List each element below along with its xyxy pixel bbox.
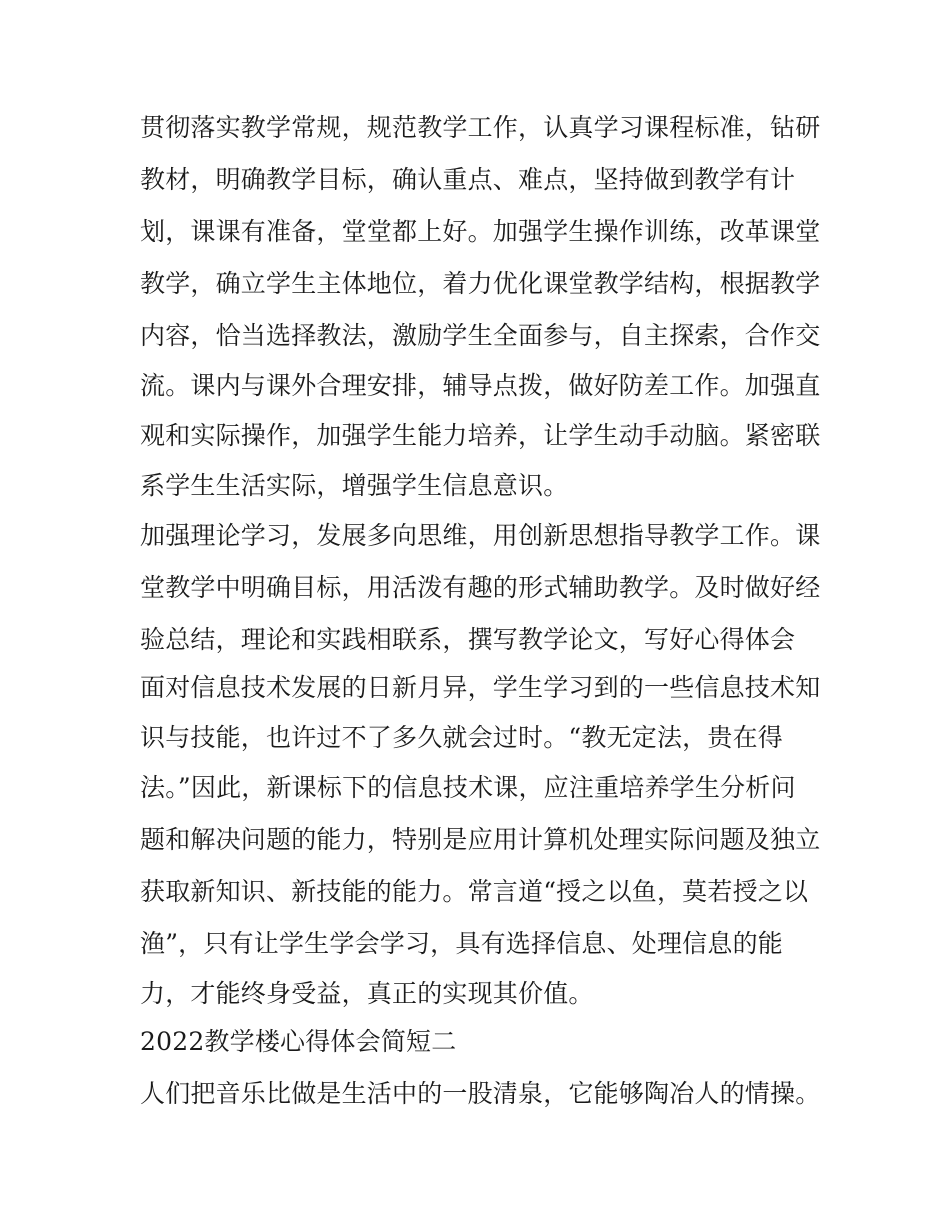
text-line: 加强理论学习，发展多向思维，用创新思想指导教学工作。课 [140, 521, 821, 550]
text-line: 题和解决问题的能力，特别是应用计算机处理实际问题及独立 [140, 825, 821, 854]
text-line: 系学生生活实际，增强学生信息意识。 [140, 471, 569, 500]
text-line: 教材，明确教学目标，确认重点、难点，坚持做到教学有计 [140, 165, 796, 194]
text-line: 面对信息技术发展的日新月异，学生学习到的一些信息技术知 [140, 673, 821, 702]
text-line: 流。课内与课外合理安排，辅导点拨，做好防差工作。加强直 [140, 371, 821, 400]
text-line: 内容，恰当选择教法，激励学生全面参与，自主探索，合作交 [140, 321, 821, 350]
text-line: 堂教学中明确目标，用活泼有趣的形式辅助教学。及时做好经 [140, 573, 821, 602]
text-line: 观和实际操作，加强学生能力培养，让学生动手动脑。紧密联 [140, 421, 821, 450]
text-line: 划，课课有准备，堂堂都上好。加强学生操作训练，改革课堂 [140, 217, 821, 246]
text-line: 获取新知识、新技能的能力。常言道“授之以鱼，莫若授之以 [140, 877, 809, 906]
text-line: 验总结，理论和实践相联系，撰写教学论文，写好心得体会 [140, 625, 796, 654]
text-line: 识与技能，也许过不了多久就会过时。“教无定法，贵在得 [140, 723, 783, 752]
text-line: 渔”，只有让学生学会学习，具有选择信息、处理信息的能 [140, 929, 783, 958]
text-line: 教学，确立学生主体地位，着力优化课堂教学结构，根据教学 [140, 269, 821, 298]
text-line: 力，才能终身受益，真正的实现其价值。 [140, 979, 594, 1008]
text-line: 人们把音乐比做是生活中的一股清泉，它能够陶冶人的情操。 [140, 1079, 821, 1108]
section-heading: 2022教学楼心得体会简短二 [140, 1027, 457, 1056]
text-line: 贯彻落实教学常规，规范教学工作，认真学习课程标准，钻研 [140, 113, 821, 142]
text-line: 法。”因此，新课标下的信息技术课，应注重培养学生分析问 [140, 773, 796, 802]
